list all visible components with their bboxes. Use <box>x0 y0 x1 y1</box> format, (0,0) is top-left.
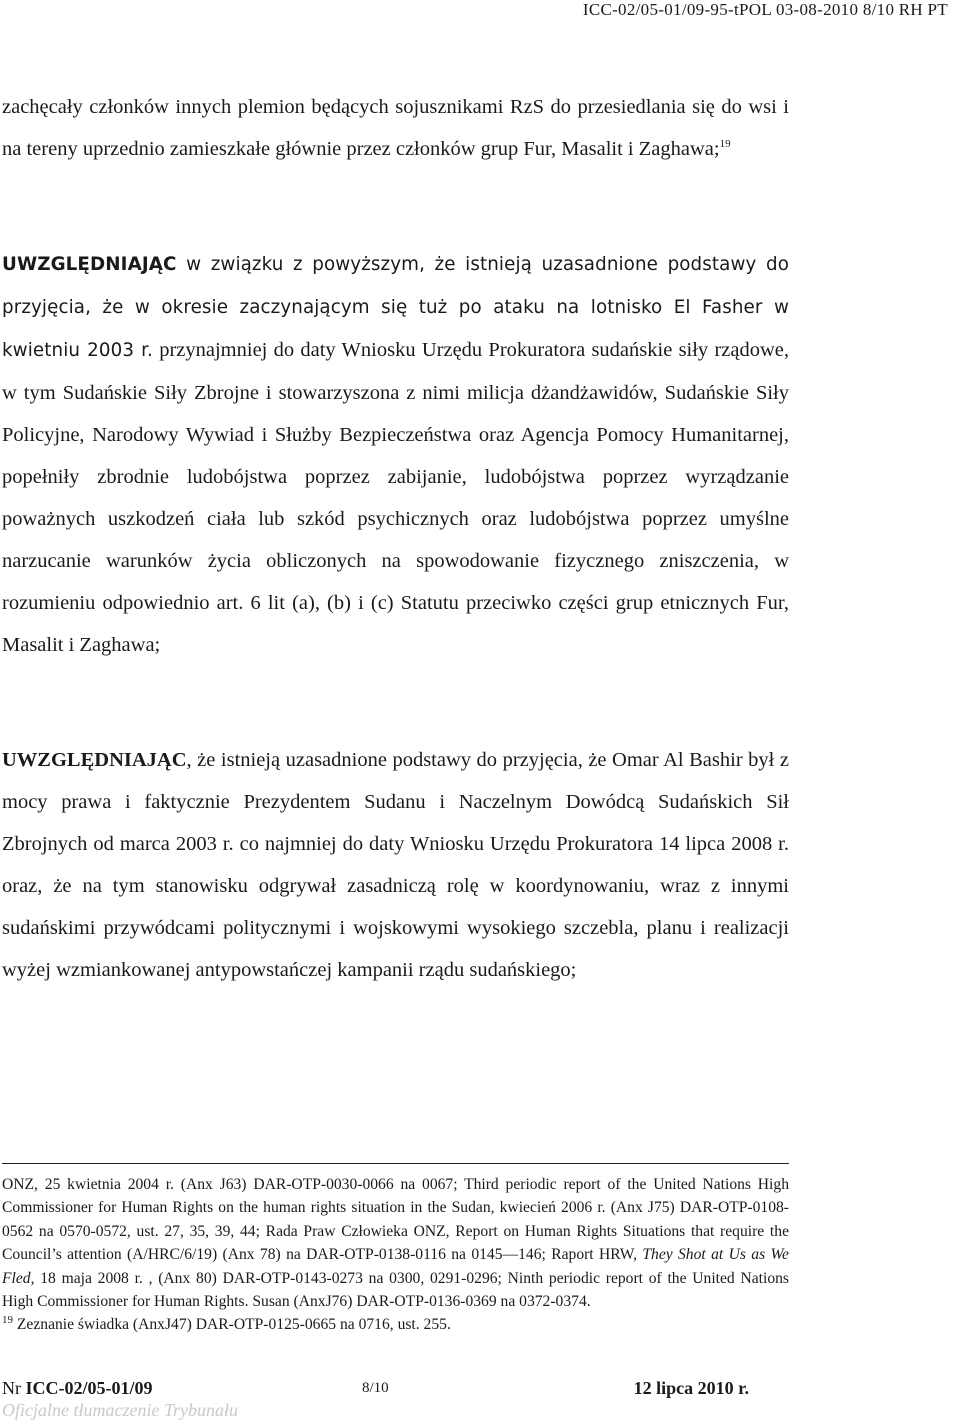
page-footer <box>2 1378 789 1402</box>
paragraph-2-text-a: w związku z powyższym, że istnieją uzasadnione podstawy do przyjęcia, że w okresie zaczynającym się tuż po ataku na lotnisko El Fasher w kwietniu 2003 r. <box>2 254 789 361</box>
footer-ref-number: ICC-02/05-01/09 <box>25 1378 153 1398</box>
paragraph-1-text: zachęcały członków innych plemion będących sojusznikami RzS do przesiedlania się do wsi i na tereny uprzednio zamieszkałe głównie przez członków grup Fur, Masalit i Zaghawa; <box>2 96 789 160</box>
footer-case-number <box>2 1378 153 1399</box>
footer-ref-prefix: Nr <box>2 1378 26 1398</box>
paragraph-2-lead: UWZGLĘDNIAJĄC <box>2 254 177 275</box>
footnote-18-part-1: ONZ, 25 kwietnia 2004 r. (Anx J63) DAR-OTP-0030-0066 na 0067; Third periodic report of the United Nations High Commissioner for Human Rights on the human rights situation in the Sudan, kwiecień 2006 r. (Anx J75) DAR-OTP-0108-0562 na 0570-0572, ust. 27, 35, 39, 44; Rada Praw Człowieka ONZ, Report on Human Rights Situations that require the Council’s attention (A/HRC/6/19) (Anx 78) na DAR-OTP-0138-0116 na 0145—146; Raport HRW, <box>2 1176 789 1264</box>
paragraph-1 <box>2 86 789 170</box>
footnote-18-report-title: They Shot at Us as We Fled, <box>2 1246 789 1287</box>
official-translation-note: Oficjalne tłumaczenie Trybunału <box>2 1400 238 1420</box>
footnote-19 <box>2 1313 789 1336</box>
paragraph-3 <box>2 739 789 991</box>
footnote-19-number: 19 <box>2 1314 13 1327</box>
paragraph-3-lead: UWZGLĘDNIAJĄC <box>2 749 187 771</box>
footnote-ref-19: 19 <box>719 138 731 151</box>
footnote-18-part-2: 18 maja 2008 r. , (Anx 80) DAR-OTP-0143-0273 na 0300, 0291-0296; Ninth periodic report of the United Nations High Commissioner for Human Rights. Susan (AnxJ76) DAR-OTP-0136-0369 na 0372-0374. <box>2 1269 789 1311</box>
document-reference-header: ICC-02/05-01/09-95-tPOL 03-08-2010 8/10 RH PT <box>582 0 948 19</box>
footer-page-number: 8/10 <box>362 1380 389 1396</box>
paragraph-3-text: , że istnieją uzasadnione podstawy do przyjęcia, że Omar Al Bashir był z mocy prawa i faktycznie Prezydentem Sudanu i Naczelnym Dowódcą Sudańskich Sił Zbrojnych od marca 2003 r. co najmniej do daty Wniosku Urzędu Prokuratora 14 lipca 2008 r. oraz, że na tym stanowisku odgrywał zasadniczą rolę w koordynowaniu, wraz z innymi sudańskimi przywódcami politycznymi i wojskowymi wysokiego szczebla, planu i realizacji wyżej wzmiankowanej antypowstańczej kampanii rządu sudańskiego; <box>2 749 789 981</box>
document-body <box>2 86 789 991</box>
footnotes <box>2 1173 789 1337</box>
footnote-18 <box>2 1173 789 1313</box>
footer-date: 12 lipca 2010 r. <box>633 1378 749 1398</box>
footnote-19-text: Zeznanie świadka (AnxJ47) DAR-OTP-0125-0665 na 0716, ust. 255. <box>13 1316 451 1334</box>
footnote-separator <box>2 1163 789 1164</box>
paragraph-2-text-b: przynajmniej do daty Wniosku Urzędu Prokuratora sudańskie siły rządowe, w tym Sudańskie Siły Zbrojne i stowarzyszona z nimi milicja dżandżawidów, Sudańskie Siły Policyjne, Narodowy Wywiad i Służby Bezpieczeństwa oraz Agencja Pomocy Humanitarnej, popełniły zbrodnie ludobójstwa poprzez zabijanie, ludobójstwa poprzez wyrządzanie poważnych uszkodzeń ciała lub szkód psychicznych oraz ludobójstwa poprzez umyślne narzucanie warunków życia obliczonych na spowodowanie fizycznego zniszczenia, w rozumieniu odpowiednio art. 6 lit (a), (b) i (c) Statutu przeciwko części grup etnicznych Fur, Masalit i Zaghawa; <box>2 339 789 656</box>
paragraph-2 <box>2 243 789 666</box>
